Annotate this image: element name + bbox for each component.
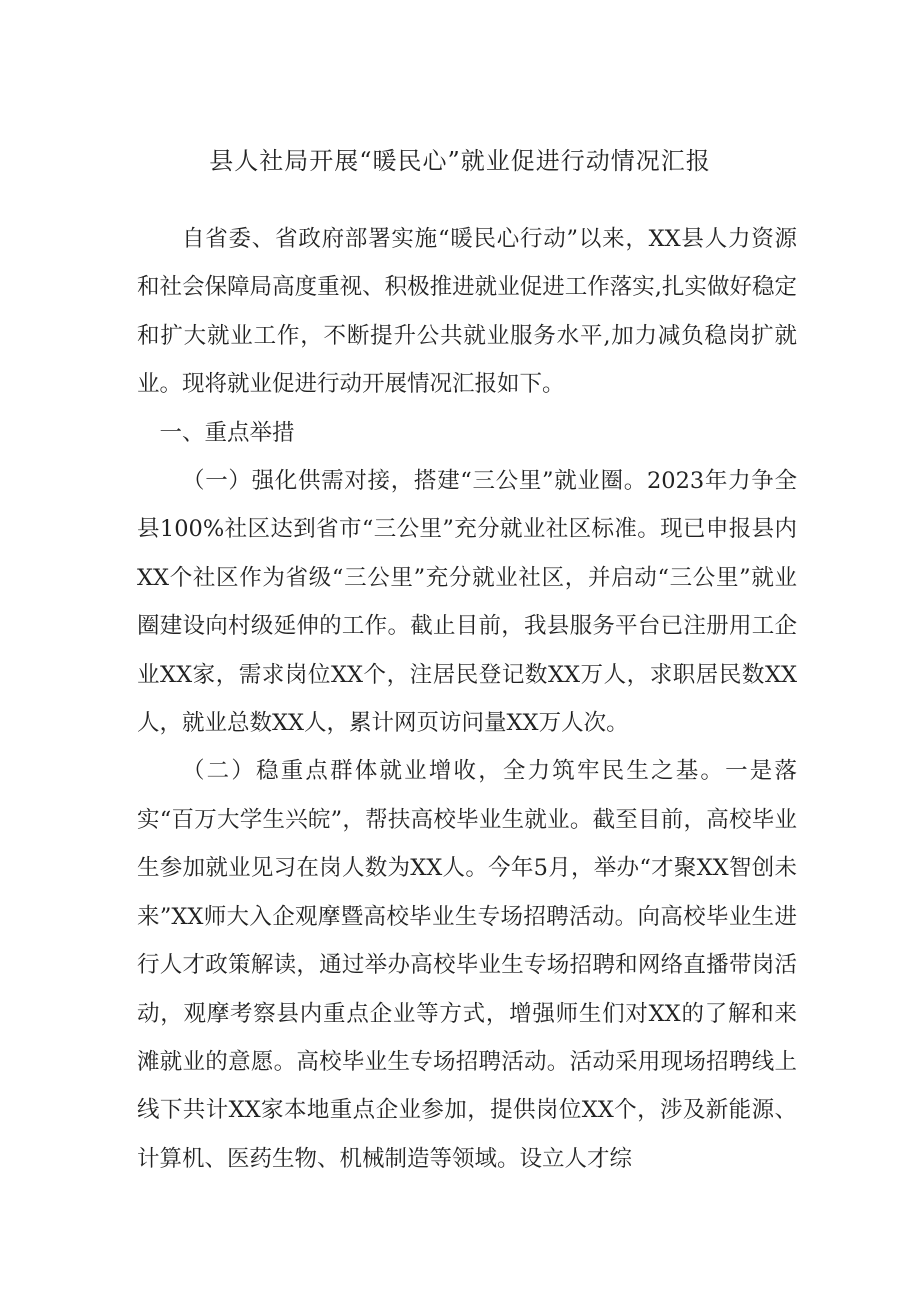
document-title: 县人社局开展“暖民心”就业促进行动情况汇报 — [209, 147, 711, 175]
paragraph-item-two: （二）稳重点群体就业增收，全力筑牢民生之基。一是落实“百万大学生兴皖”，帮扶高校毕业生就业。截至目前，高校毕业生参加就业见习在岗人数为XX人。今年5月，举办“才聚XX智创未来”XX师大入企观摩暨高校毕业生专场招聘活动。向高校毕业生进行人才政策解读，通过举办高校毕业生专场招聘和网络直播带岗活动，观摩考察县内重点企业等方式，增强师生们对XX的了解和来滩就业的意愿。高校毕业生专场招聘活动。活动采用现场招聘线上线下共计XX家本地重点企业参加，提供岗位XX个，涉及新能源、计算机、医药生物、机械制造等领域。设立人才综 — [137, 758, 797, 1172]
document-body — [137, 215, 797, 1183]
section-heading-key-measures: 一、重点举措 — [159, 419, 295, 446]
paragraph-item-one: （一）强化供需对接，搭建“三公里”就业圈。2023年力争全县100%社区达到省市“三公里”充分就业社区标准。现已申报县内XX个社区作为省级“三公里”充分就业社区，并启动“三公里”就业圈建设向村级延伸的工作。截止目前，我县服务平台已注册用工企业XX家，需求岗位XX个，注居民登记数XX万人，求职居民数XX人，就业总数XX人，累计网页访问量XX万人次。 — [137, 468, 797, 737]
intro-paragraph: 自省委、省政府部署实施“暖民心行动”以来，XX县人力资源和社会保障局高度重视、积极推进就业促进工作落实,扎实做好稳定和扩大就业工作，不断提升公共就业服务水平,加力减负稳岗扩就业。现将就业促进行动开展情况汇报如下。 — [137, 226, 797, 398]
